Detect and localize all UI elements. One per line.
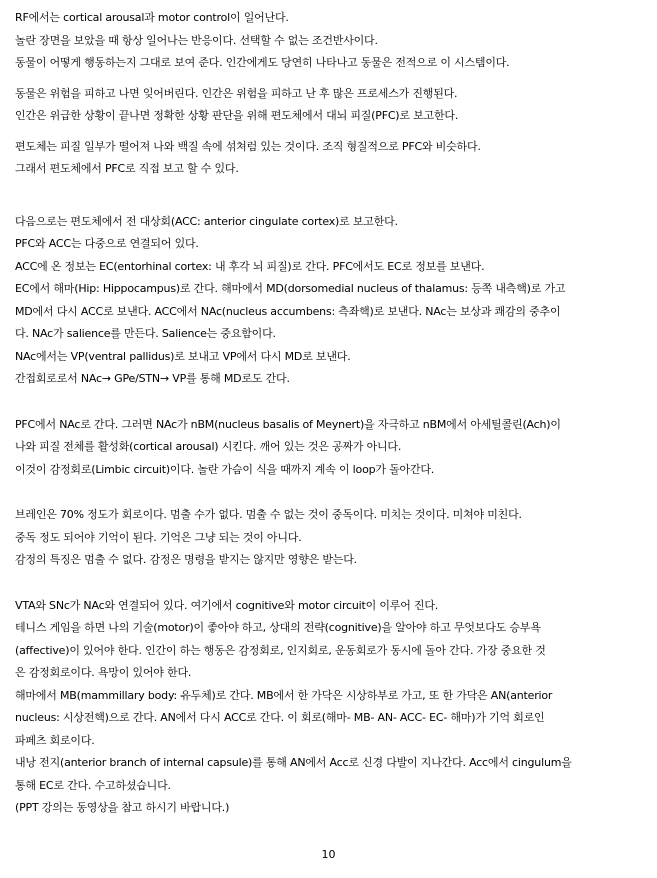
text-line: PFC와 ACC는 다중으로 연결되어 있다.	[15, 237, 199, 250]
document-body	[15, 7, 635, 820]
text-line: 인간은 위급한 상황이 끝나면 정확한 상황 판단을 위해 편도체에서 대뇌 피질(PFC)로 보고한다.	[15, 109, 459, 122]
paragraph-gap	[15, 181, 635, 211]
text-line: 동물은 위험을 피하고 나면 잊어버린다. 인간은 위험을 피하고 난 후 많은 프로세스가 진행된다.	[15, 86, 458, 100]
text-line: 그래서 편도체에서 PFC로 직접 보고 할 수 있다.	[15, 162, 239, 175]
text-line: 다. NAc가 salience를 만든다. Salience는 중요함이다.	[15, 327, 276, 340]
text-line: NAc에서는 VP(ventral pallidus)로 보내고 VP에서 다시 MD로 보낸다.	[15, 349, 351, 363]
text-line: nucleus: 시상전핵)으로 간다. AN에서 다시 ACC로 간다. 이 회로(해마- MB- AN- ACC- EC- 해마)가 기억 회로인	[15, 711, 545, 724]
text-line: MD에서 다시 ACC로 보낸다. ACC에서 NAc(nucleus accumbens: 측좌핵)로 보낸다. NAc는 보상과 쾌감의 중추이	[15, 304, 561, 318]
text-line: ACC에 온 정보는 EC(entorhinal cortex: 내 후각 뇌 피질)로 간다. PFC에서도 EC로 정보를 보낸다.	[15, 259, 485, 273]
text-line: 감정의 특징은 멈출 수 없다. 감정은 명령을 받지는 않지만 영향은 받는다.	[15, 553, 357, 566]
paragraph-amygdala	[15, 136, 635, 181]
text-line: 편도체는 피질 일부가 떨어져 나와 백질 속에 섞쳐럼 있는 것이다. 조직 형질적으로 PFC와 비슷하다.	[15, 139, 481, 153]
text-line: 파페츠 회로이다.	[15, 733, 95, 747]
paragraph-limbic	[15, 414, 635, 482]
text-line: (affective)이 있어야 한다. 인간이 하는 행동은 감정회로, 인지회로, 운동회로가 동시에 돌아 간다. 가장 중요한 것	[15, 643, 546, 657]
paragraph-danger	[15, 83, 635, 128]
text-line: 테니스 게임을 하면 나의 기술(motor)이 좋아야 하고, 상대의 전략(cognitive)을 알아야 하고 무엇보다도 승부욕	[15, 621, 541, 634]
text-line: 간접회로로서 NAc→ GPe/STN→ VP를 통해 MD로도 간다.	[15, 372, 290, 385]
paragraph-gap	[15, 128, 635, 136]
text-line: 나와 피질 전체를 활성화(cortical arousal) 시킨다. 깨어 있는 것은 공짜가 아니다.	[15, 440, 402, 453]
paragraph-rf	[15, 7, 635, 75]
text-line: 해마에서 MB(mammillary body: 유두체)로 간다. MB에서 한 가닥은 시상하부로 가고, 또 한 가닥은 AN(anterior	[15, 688, 553, 702]
paragraph-gap	[15, 391, 635, 414]
text-line: (PPT 강의는 동영상을 참고 하시기 바랍니다.)	[15, 801, 230, 814]
text-line: VTA와 SNc가 NAc와 연결되어 있다. 여기에서 cognitive와 motor circuit이 이루어 진다.	[15, 598, 439, 612]
paragraph-circuit	[15, 504, 635, 572]
text-line: 이것이 감정회로(Limbic circuit)이다. 놀란 가슴이 식을 때까지 계속 이 loop가 돌아간다.	[15, 462, 435, 476]
paragraph-gap	[15, 572, 635, 595]
text-line: 내낭 전지(anterior branch of internal capsule)를 통해 AN에서 Acc로 신경 다발이 지나간다. Acc에서 cingulum을	[15, 756, 572, 769]
paragraph-gap	[15, 481, 635, 504]
paragraph-gap	[15, 75, 635, 83]
text-line: 은 감정회로이다. 욕망이 있어야 한다.	[15, 666, 192, 679]
text-line: 브레인은 70% 정도가 회로이다. 멈출 수가 없다. 멈출 수 없는 것이 중독이다. 미치는 것이다. 미쳐야 미친다.	[15, 508, 522, 521]
text-line: RF에서는 cortical arousal과 motor control이 일어난다.	[15, 11, 289, 24]
text-line: 동물이 어떻게 행동하는지 그대로 보여 준다. 인간에게도 당연히 나타나고 동물은 전적으로 이 시스템이다.	[15, 56, 510, 69]
text-line: EC에서 해마(Hip: Hippocampus)로 간다. 해마에서 MD(dorsomedial nucleus of thalamus: 등쪽 내측핵)로 가고	[15, 282, 566, 295]
text-line: 다음으로는 편도체에서 전 대상회(ACC: anterior cingulate cortex)로 보고한다.	[15, 214, 398, 228]
text-line: 중독 정도 되어야 기억이 된다. 기억은 그냥 되는 것이 아니다.	[15, 530, 302, 544]
text-line: 통해 EC로 간다. 수고하셨습니다.	[15, 778, 171, 792]
paragraph-acc	[15, 211, 635, 391]
text-line: PFC에서 NAc로 간다. 그러면 NAc가 nBM(nucleus basalis of Meynert)을 자극하고 nBM에서 아세틸콜린(Ach)이	[15, 417, 561, 431]
paragraph-papez	[15, 595, 635, 820]
text-line: 놀란 장면을 보았을 때 항상 일어나는 반응이다. 선택할 수 없는 조건반사이다.	[15, 33, 378, 47]
page-number: 10	[321, 848, 336, 861]
